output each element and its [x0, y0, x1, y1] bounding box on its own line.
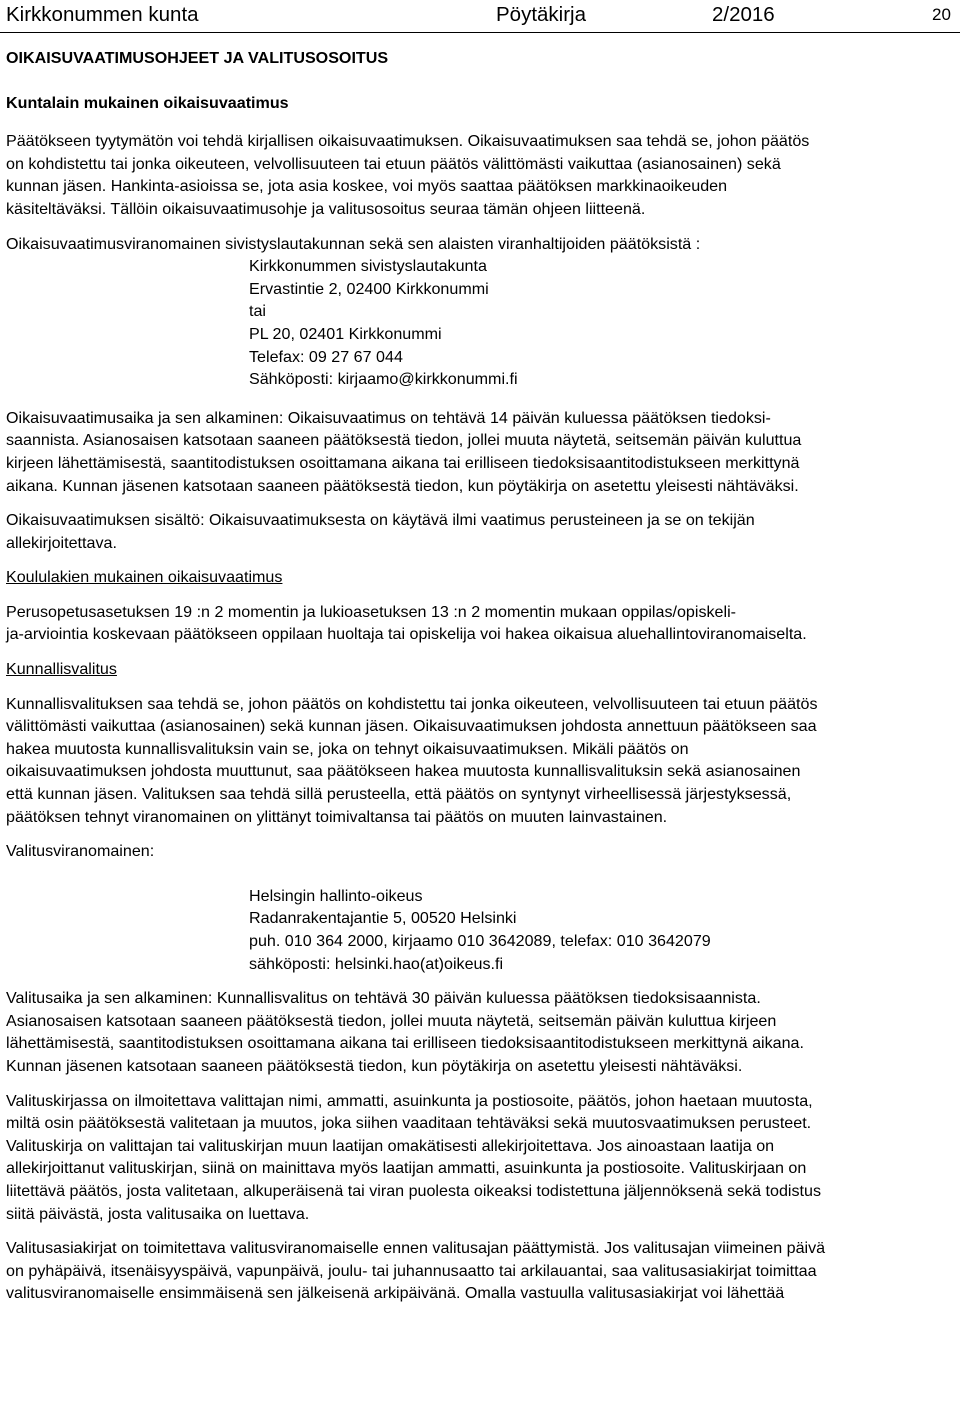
text-line: Valitusviranomainen: [6, 842, 155, 861]
text-line: Valitusasiakirjat on toimitettava valitusviranomaiselle ennen valitusajan päättymistä. Jos valitusajan viimeinen päivä [6, 1239, 826, 1258]
authority-intro [6, 233, 951, 256]
text-line: allekirjoitettava. [6, 533, 117, 552]
text-line: siitä päivästä, josta valitusaika on luettava. [6, 1204, 310, 1223]
text-line: Päätökseen tyytymätön voi tehdä kirjallisen oikaisuvaatimuksen. Oikaisuvaatimuksen saa tehdä se, johon päätös [6, 132, 810, 151]
paragraph-intro [6, 130, 951, 220]
text-line: Kunnan jäsenen katsotaan saaneen päätöksestä tiedon, kun pöytäkirja on asetettu yleisesti nähtäväksi. [6, 1056, 743, 1075]
text-line: Valitusaika ja sen alkaminen: Kunnallisvalitus on tehtävä 30 päivän kuluessa päätöksen tiedoksisaannista. [6, 989, 761, 1008]
header-organization: Kirkkonummen kunta [6, 3, 199, 26]
text-line: ja-arviointia koskevaan päätökseen oppilaan huoltaja tai opiskelija voi hakea oikaisua aluehallintoviranomaiselta. [6, 625, 807, 644]
section-title-kuntalaki: Kuntalain mukainen oikaisuvaatimus [6, 93, 289, 112]
appeal-authority-label [6, 840, 951, 863]
paragraph-school [6, 601, 951, 646]
text-line: miltä osin päätöksestä valitetaan ja muutos, joka siihen vaaditaan tehtäväksi sekä muutosvaatimuksen perusteet. [6, 1114, 812, 1133]
document-body [6, 47, 951, 1305]
text-line: Kunnallisvalituksen saa tehdä se, johon päätös on kohdistettu tai jonka oikeuteen, velvollisuuteen tai etuun päätös [6, 694, 818, 713]
text-line: Valituskirjassa on ilmoitettava valittajan nimi, ammatti, asuinkunta ja postiosoite, päätös, johon haetaan muutosta, [6, 1091, 813, 1110]
text-line: kirjeen lähettämisestä, saantitodistuksen osoittamana aikana tai erilliseen tiedoksisaantitodistukseen merkittynä [6, 453, 800, 472]
text-line: että kunnan jäsen. Valituksen saa tehdä sillä perusteella, että päätös on syntynyt virheellisessä järjestyksessä, [6, 785, 792, 804]
text-line: Perusopetusasetuksen 19 :n 2 momentin ja lukioasetuksen 13 :n 2 momentin mukaan oppilas/opiskeli- [6, 602, 737, 621]
heading-school-laws [6, 566, 951, 589]
address-line: Radanrakentajantie 5, 00520 Helsinki [249, 909, 517, 928]
appeal-authority-address-block [6, 885, 951, 975]
text-line: kunnan jäsen. Hankinta-asioissa se, jota asia koskee, voi myös saattaa päätöksen markkinaoikeuden [6, 177, 728, 196]
text-line: Oikaisuvaatimusaika ja sen alkaminen: Oikaisuvaatimus on tehtävä 14 päivän kuluessa päätöksen tiedoksi- [6, 408, 771, 427]
paragraph-content [6, 509, 951, 554]
address-line: tai [249, 302, 266, 321]
address-line: Sähköposti: kirjaamo@kirkkonummi.fi [249, 370, 518, 389]
text-line: Asianosaisen katsotaan saaneen päätöksestä tiedon, jollei muuta näytetä, seitsemän päivän kuluttua kirjeen [6, 1011, 777, 1030]
authority-address-block [6, 255, 951, 391]
header-document-number: 2/2016 [712, 3, 775, 26]
text-line: Oikaisuvaatimuksen sisältö: Oikaisuvaatimuksesta on käytävä ilmi vaatimus perusteineen ja se on tekijän [6, 511, 755, 530]
section-heading: Koululakien mukainen oikaisuvaatimus [6, 568, 283, 587]
text-line: Valituskirja on valittajan tai valituskirjan muun laatijan omakätisesti allekirjoitettava. Jos ainoastaan laatija on [6, 1136, 775, 1155]
address-line: sähköposti: helsinki.hao(at)oikeus.fi [249, 954, 504, 973]
address-line: Telefax: 09 27 67 044 [249, 347, 403, 366]
text-line: liitettävä päätös, josta valitetaan, alkuperäisenä tai viran puolesta oikeaksi todistettuna jäljennöksenä sekä todistus [6, 1181, 822, 1200]
text-line: päätöksen tehnyt viranomainen on ylittänyt toimivaltansa tai päätös on muuten lainvastainen. [6, 807, 668, 826]
page-header [0, 0, 960, 33]
text-line: välittömästi vaikuttaa (asianosainen) sekä kunnan jäsen. Oikaisuvaatimuksen johdosta annettuun päätökseen saa [6, 717, 817, 736]
text-line: valitusviranomaiselle ensimmäisenä sen jälkeisenä arkipäivänä. Omalla vastuulla valitusasiakirjat voi lähettää [6, 1284, 785, 1303]
main-title: OIKAISUVAATIMUSOHJEET JA VALITUSOSOITUS [6, 49, 389, 67]
heading-municipal-appeal [6, 658, 951, 681]
paragraph-deadline [6, 407, 951, 497]
text-line: allekirjoittanut valituskirjan, siinä on mainittava myös laatijan ammatti, asuinkunta ja postiosoite. Valituskirjaan on [6, 1159, 807, 1178]
paragraph-appeal [6, 693, 951, 829]
address-line: Kirkkonummen sivistyslautakunta [249, 257, 487, 276]
address-line: Ervastintie 2, 02400 Kirkkonummi [249, 279, 489, 298]
paragraph-appeal-deadline [6, 987, 951, 1077]
text-line: oikaisuvaatimuksen johdosta muuttunut, saa päätökseen hakea muutosta kunnallisvalituksin sekä asianosainen [6, 762, 801, 781]
text-line: on pyhäpäivä, itsenäisyyspäivä, vapunpäivä, joulu- tai juhannusaatto tai arkilauantai, saa valitusasiakirjat toimittaa [6, 1261, 817, 1280]
address-line: puh. 010 364 2000, kirjaamo 010 3642089, telefax: 010 3642079 [249, 932, 711, 950]
text-line: on kohdistettu tai jonka oikeuteen, velvollisuuteen tai etuun päätös välittömästi vaikuttaa (asianosainen) sekä [6, 154, 781, 173]
text-line: aikana. Kunnan jäsenen katsotaan saaneen päätöksestä tiedon, kun pöytäkirja on asetettu yleisesti nähtäväksi. [6, 476, 799, 495]
text-line: käsiteltäväksi. Tällöin oikaisuvaatimusohje ja valitusosoitus seuraa tämän ohjeen liitteenä. [6, 199, 646, 218]
text-line: hakea muutosta kunnallisvalituksin vain se, joka on tehnyt oikaisuvaatimuksen. Mikäli päätös on [6, 739, 689, 758]
section-heading: Kunnallisvalitus [6, 660, 117, 679]
paragraph-delivery [6, 1237, 951, 1305]
header-document-type: Pöytäkirja [496, 3, 587, 26]
header-page-number: 20 [932, 5, 951, 24]
text-line: Oikaisuvaatimusviranomainen sivistyslautakunnan sekä sen alaisten viranhaltijoiden päätöksistä : [6, 234, 701, 253]
text-line: saannista. Asianosaisen katsotaan saaneen päätöksestä tiedon, jollei muuta näytetä, seitsemän päivän kuluttua [6, 431, 802, 450]
address-line: PL 20, 02401 Kirkkonummi [249, 324, 442, 343]
text-line: lähettämisestä, saantitodistuksen osoittamana aikana tai erilliseen tiedoksisaantitodistukseen merkittynä aikana. [6, 1034, 804, 1053]
address-line: Helsingin hallinto-oikeus [249, 886, 423, 905]
paragraph-appeal-document [6, 1090, 951, 1226]
